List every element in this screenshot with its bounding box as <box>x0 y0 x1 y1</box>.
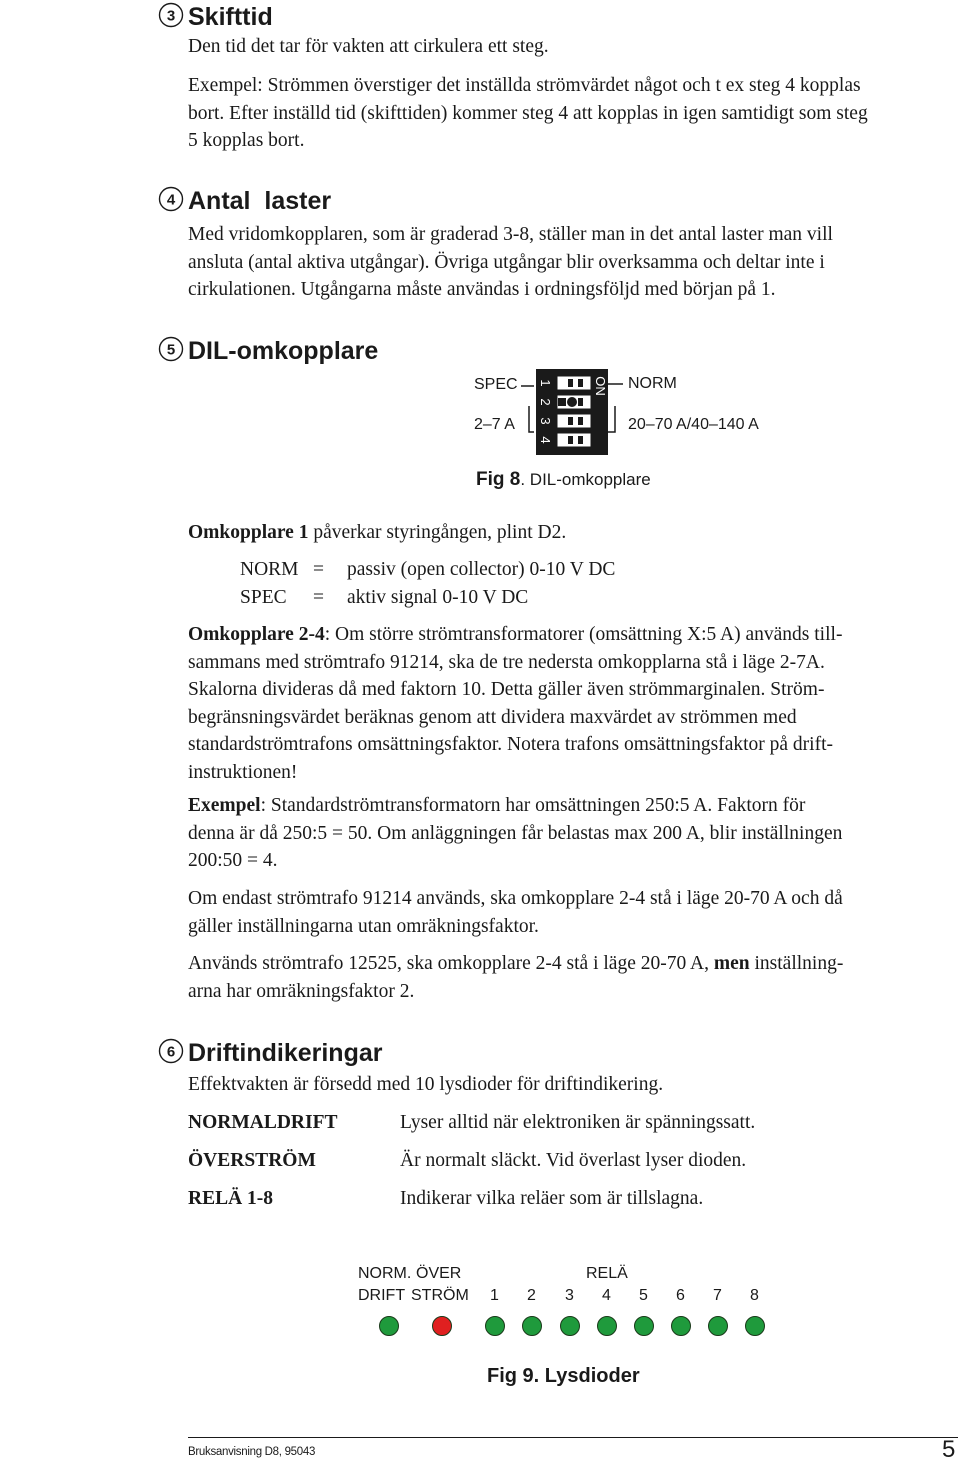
text-line: 200:50 = 4. <box>188 850 278 871</box>
text: Används strömtrafo 12525, ska omkopplare 2-4 stå i läge 20-70 A, <box>188 953 714 974</box>
fig8-caption <box>476 469 651 491</box>
indication-term: NORMALDRIFT <box>188 1112 338 1133</box>
text: : Standardströmtransformatorn har omsättningen 250:5 A. Faktorn för <box>260 795 806 816</box>
paragraph <box>188 221 958 304</box>
on-label: ON <box>593 376 608 396</box>
switch-number: 4 <box>538 436 553 444</box>
circled-number-icon <box>158 1038 184 1064</box>
text-line: instruktionen! <box>188 761 298 783</box>
footer-rule <box>188 1437 958 1438</box>
svg-text:6: 6 <box>166 1043 176 1061</box>
label-norm-range: 20–70 A/40–140 A <box>628 416 759 433</box>
relay-number: 4 <box>602 1287 611 1304</box>
heading-text: DIL-omkopplare <box>188 337 379 365</box>
indication-row <box>188 1108 948 1146</box>
circled-number-icon <box>158 2 184 28</box>
def-desc: passiv (open collector) 0-10 V DC <box>347 559 616 580</box>
paragraph <box>188 885 958 940</box>
circled-number-icon <box>158 186 184 212</box>
led-rela-6 <box>671 1316 691 1336</box>
text-line: 5 kopplas bort. <box>188 130 305 151</box>
bold-term: Exempel <box>188 795 261 816</box>
def-term: NORM <box>240 559 299 580</box>
led-rela-4 <box>597 1316 617 1336</box>
svg-text:3: 3 <box>166 7 176 25</box>
text: : Om större strömtransformatorer (omsättning X:5 A) används till- <box>324 624 843 645</box>
led-label-norm: NORM. <box>358 1265 412 1282</box>
led-label-rela: RELÄ <box>586 1265 628 1282</box>
text-line: standardströmtrafons omsättningsfaktor. Notera trafons omsättningsfaktor på drift- <box>188 734 833 755</box>
led-rela-8 <box>745 1316 765 1336</box>
text-line: Om endast strömtrafo 91214 används, ska omkopplare 2-4 stå i läge 20-70 A och då <box>188 888 843 909</box>
led-overstrom <box>432 1316 452 1336</box>
svg-text:5: 5 <box>166 341 176 359</box>
heading-skifttid <box>166 0 273 34</box>
switch-number: 1 <box>538 379 553 387</box>
indication-list <box>188 1108 948 1222</box>
switch-number: 2 <box>538 398 553 406</box>
led-label-over: ÖVER <box>416 1265 462 1282</box>
text-line: arna har omräkningsfaktor 2. <box>188 980 415 1002</box>
text: påverkar styringången, plint D2. <box>308 522 567 543</box>
paragraph <box>188 1071 958 1099</box>
relay-number: 5 <box>639 1287 648 1304</box>
led-rela-1 <box>485 1316 505 1336</box>
led-rela-2 <box>522 1316 542 1336</box>
dil-switch-1 <box>557 376 591 390</box>
text-line: Exempel: Strömmen överstiger det inställda strömvärdet något och t ex steg 4 kopplas <box>188 75 861 96</box>
indication-term: RELÄ 1-8 <box>188 1188 274 1209</box>
caption-label: Fig 8 <box>476 469 521 490</box>
paragraph <box>188 950 958 1005</box>
paragraph <box>188 519 958 547</box>
text-line: sammans med strömtrafo 91214, ska de tre nedersta omkopplarna stå i läge 2-7A. <box>188 651 825 673</box>
led-normaldrift <box>379 1316 399 1336</box>
dil-switch-3 <box>557 414 591 428</box>
def-eq: = <box>313 559 324 580</box>
def-desc: aktiv signal 0-10 V DC <box>347 587 529 608</box>
relay-number: 2 <box>527 1287 536 1304</box>
relay-number: 1 <box>490 1287 499 1304</box>
label-norm: NORM <box>628 375 677 392</box>
def-eq: = <box>313 587 324 608</box>
bold-term: men <box>713 953 750 974</box>
text: inställning- <box>749 953 844 974</box>
text-line: bort. Efter inställd tid (skifttiden) kommer steg 4 att kopplas in igen samtidigt som steg <box>188 102 868 124</box>
heading-text: Skifttid <box>188 3 273 31</box>
indication-desc: Är normalt släckt. Vid överlast lyser dioden. <box>400 1150 747 1171</box>
def-term: SPEC <box>240 587 287 608</box>
led-rela-3 <box>560 1316 580 1336</box>
svg-text:4: 4 <box>166 191 176 209</box>
relay-number: 7 <box>713 1287 722 1304</box>
bold-term: Omkopplare 2-4 <box>188 624 325 645</box>
text-line: begränsningsvärdet beräknas genom att dividera maxvärdet av strömmen med <box>188 706 797 728</box>
led-rela-7 <box>708 1316 728 1336</box>
heading-text: Antal laster <box>188 187 332 215</box>
circled-number-icon <box>158 336 184 362</box>
paragraph <box>188 72 958 155</box>
relay-number: 8 <box>750 1287 759 1304</box>
footer-doc-id: Bruksanvisning D8, 95043 <box>188 1446 316 1458</box>
text-line: Effektvakten är försedd med 10 lysdioder för driftindikering. <box>188 1074 664 1095</box>
label-spec-range: 2–7 A <box>474 416 515 433</box>
paragraph <box>188 621 958 786</box>
heading-text: Driftindikeringar <box>188 1039 383 1067</box>
relay-number: 3 <box>565 1287 574 1304</box>
led-rela-5 <box>634 1316 654 1336</box>
indication-row <box>188 1146 948 1184</box>
switch-number: 3 <box>538 417 553 425</box>
text-line: denna är då 250:5 = 50. Om anläggningen får belastas max 200 A, blir inställningen <box>188 822 843 844</box>
page-number: 5 <box>942 1436 956 1463</box>
dil-switch-4 <box>557 433 591 447</box>
heading-antal-laster <box>166 184 332 218</box>
dil-switch-2 <box>557 395 591 409</box>
indication-term: ÖVERSTRÖM <box>188 1150 316 1171</box>
indication-desc: Indikerar vilka reläer som är tillslagna. <box>400 1188 704 1209</box>
text-line: Skalorna divideras då med faktorn 10. Detta gäller även strömmarginalen. Ström- <box>188 679 825 700</box>
text-line: Med vridomkopplaren, som är graderad 3-8, ställer man in det antal laster man vill <box>188 224 833 245</box>
label-spec: SPEC <box>474 376 518 393</box>
heading-dil-omkopplare <box>166 334 379 368</box>
indication-desc: Lyser alltid när elektroniken är spänningssatt. <box>400 1112 756 1133</box>
paragraph <box>188 33 958 61</box>
led-label-strom: STRÖM <box>411 1287 469 1304</box>
text-line: cirkulationen. Utgångarna måste användas i ordningsföljd med början på 1. <box>188 279 776 300</box>
paragraph <box>188 792 958 875</box>
bold-term: Omkopplare 1 <box>188 522 309 543</box>
indication-row <box>188 1184 948 1222</box>
fig9-caption: Fig 9. Lysdioder <box>487 1365 640 1387</box>
dil-switch-diagram <box>519 366 631 458</box>
led-label-drift: DRIFT <box>358 1287 406 1304</box>
text-line: gäller inställningarna utan omräkningsfaktor. <box>188 915 539 937</box>
heading-driftindikeringar <box>166 1036 383 1070</box>
relay-number: 6 <box>676 1287 685 1304</box>
caption-text: . DIL-omkopplare <box>520 470 651 489</box>
text-line: ansluta (antal aktiva utgångar). Övriga utgångar blir overksamma och deltar inte i <box>188 251 825 273</box>
text-line: Den tid det tar för vakten att cirkulera ett steg. <box>188 36 549 57</box>
